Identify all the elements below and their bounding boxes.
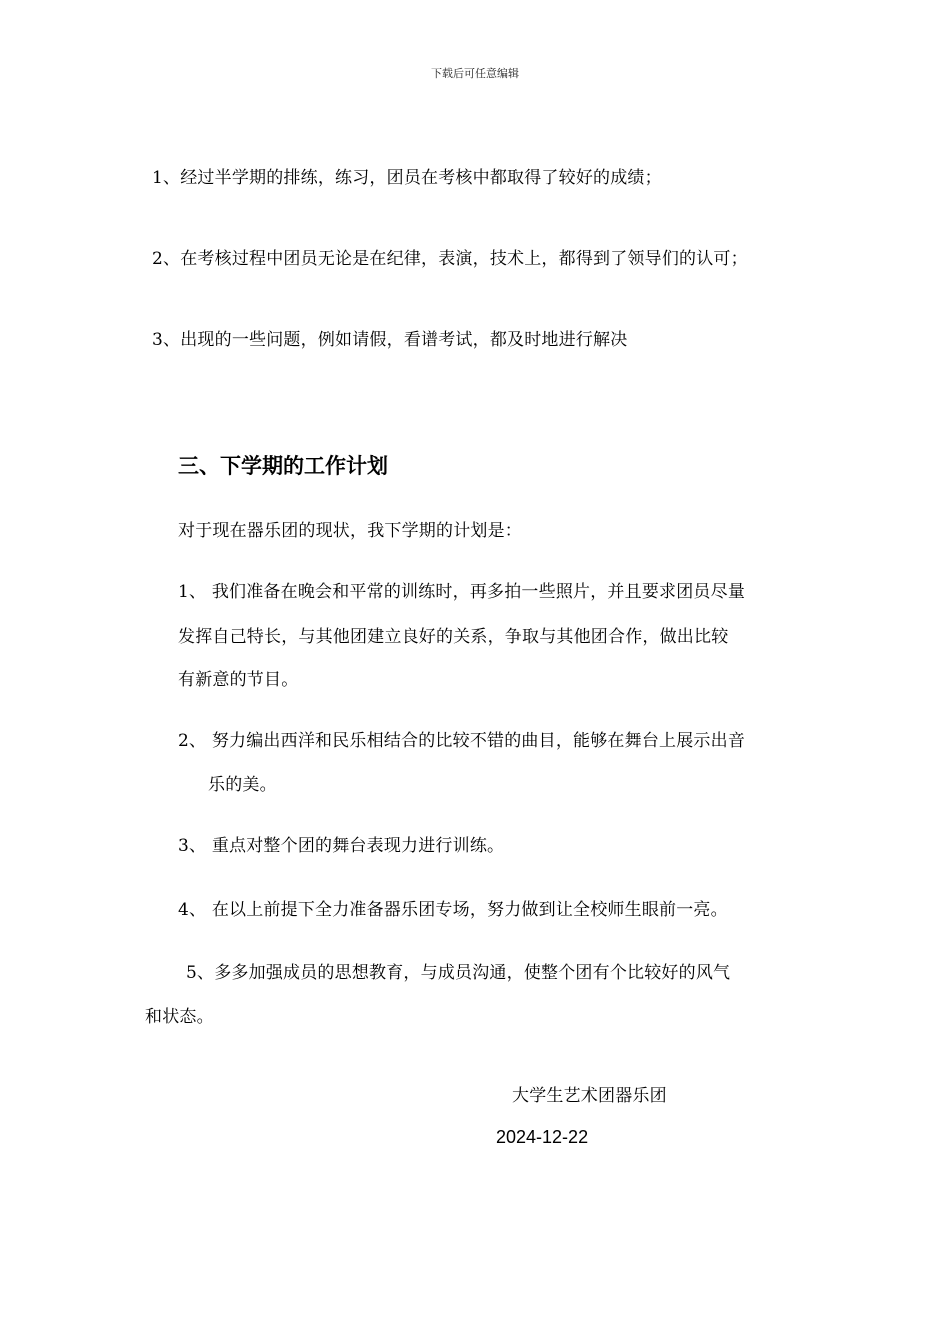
summary-item-3: 3、出现的一些问题，例如请假，看谱考试，都及时地进行解决 — [152, 330, 628, 350]
plan-item-1-line-1: 1、 我们准备在晚会和平常的训练时，再多拍一些照片，并且要求团员尽量 — [178, 582, 746, 602]
plan-item-5-line-2: 和状态。 — [145, 1007, 214, 1027]
header-note: 下载后可任意编辑 — [431, 67, 519, 80]
signature-organization: 大学生艺术团器乐团 — [512, 1086, 667, 1106]
plan-item-4-line-1: 4、 在以上前提下全力准备器乐团专场，努力做到让全校师生眼前一亮。 — [178, 900, 728, 920]
plan-item-2-line-2: 乐的美。 — [208, 775, 277, 795]
plan-item-2-line-1: 2、 努力编出西洋和民乐相结合的比较不错的曲目，能够在舞台上展示出音 — [178, 731, 746, 751]
summary-item-2: 2、在考核过程中团员无论是在纪律，表演，技术上，都得到了领导们的认可； — [152, 249, 748, 269]
section-heading: 三、下学期的工作计划 — [178, 454, 388, 478]
plan-item-3-line-1: 3、 重点对整个团的舞台表现力进行训练。 — [178, 836, 505, 856]
plan-item-5-line-1: 5、多多加强成员的思想教育，与成员沟通，使整个团有个比较好的风气 — [186, 963, 731, 983]
plan-item-1-line-3: 有新意的节目。 — [178, 670, 299, 690]
summary-item-1: 1、经过半学期的排练，练习，团员在考核中都取得了较好的成绩； — [152, 168, 662, 188]
plan-item-1-line-2: 发挥自己特长，与其他团建立良好的关系，争取与其他团合作，做出比较 — [178, 627, 729, 647]
intro-paragraph: 对于现在器乐团的现状，我下学期的计划是： — [178, 521, 522, 541]
signature-date: 2024-12-22 — [496, 1127, 589, 1147]
